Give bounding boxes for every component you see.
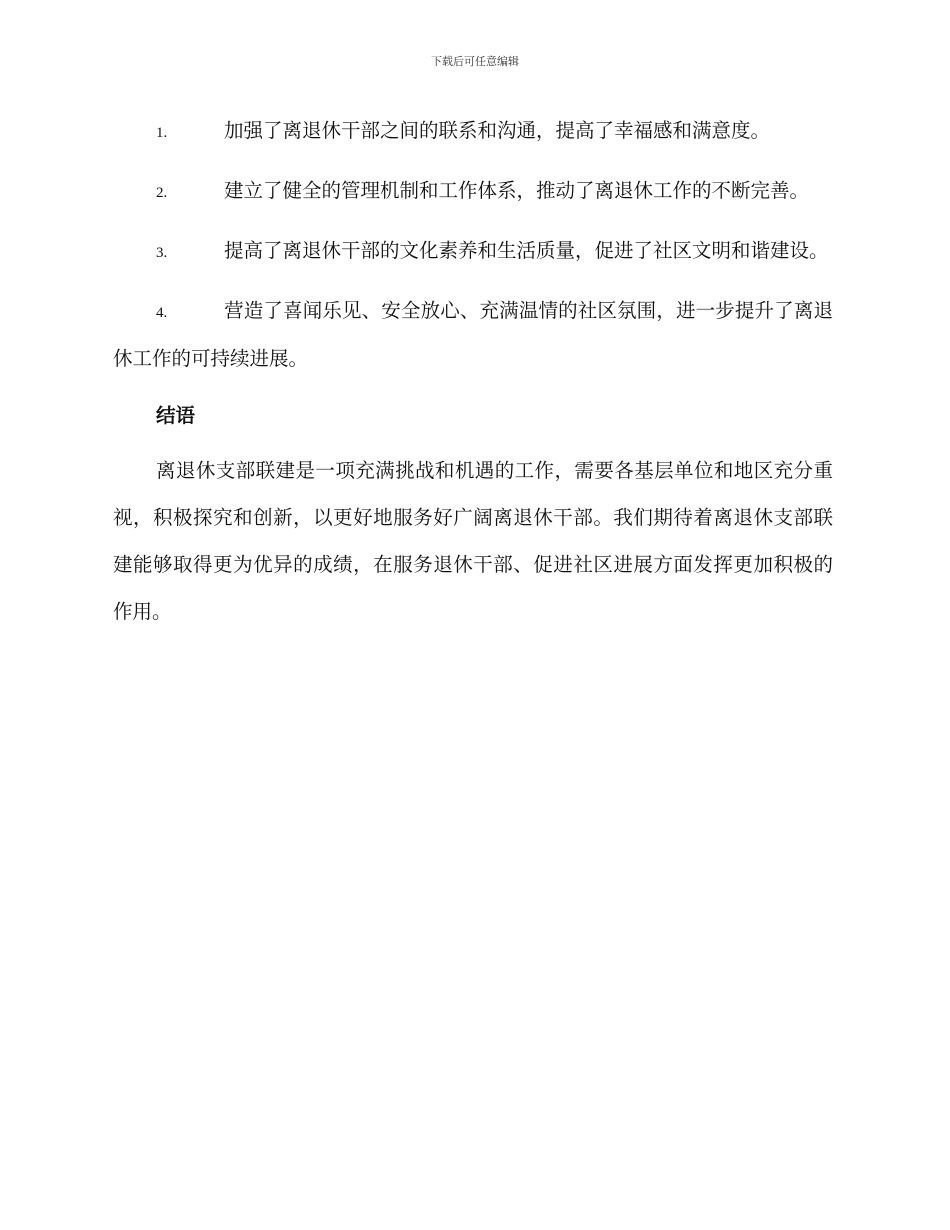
list-item [113, 168, 833, 216]
list-item-text: 营造了喜闻乐见、安全放心、充满温情的社区氛围，进一步提升了离退休工作的可持续进展。 [113, 299, 833, 370]
list-item-number: 2. [156, 185, 168, 201]
list-item-number: 3. [156, 245, 168, 261]
list-item-number: 4. [156, 305, 168, 321]
list-item-text: 提高了离退休干部的文化素养和生活质量，促进了社区文明和谐建设。 [224, 239, 829, 262]
list-item-number: 1. [156, 125, 168, 141]
list-item [113, 288, 833, 381]
document-body [113, 108, 833, 635]
page-header: 下载后可任意编辑 [431, 55, 519, 68]
list-item-text: 建立了健全的管理机制和工作体系，推动了离退休工作的不断完善。 [224, 179, 810, 202]
conclusion-paragraph: 离退休支部联建是一项充满挑战和机遇的工作，需要各基层单位和地区充分重视，积极探究和创新，以更好地服务好广阔离退休干部。我们期待着离退休支部联建能够取得更为优异的成绩，在服务退休干部、促进社区进展方面发挥更加积极的作用。 [113, 459, 833, 623]
list-item [113, 108, 833, 156]
section-heading: 结语 [156, 404, 196, 427]
list-item [113, 228, 833, 276]
list-item-text: 加强了离退休干部之间的联系和沟通，提高了幸福感和满意度。 [224, 119, 771, 142]
